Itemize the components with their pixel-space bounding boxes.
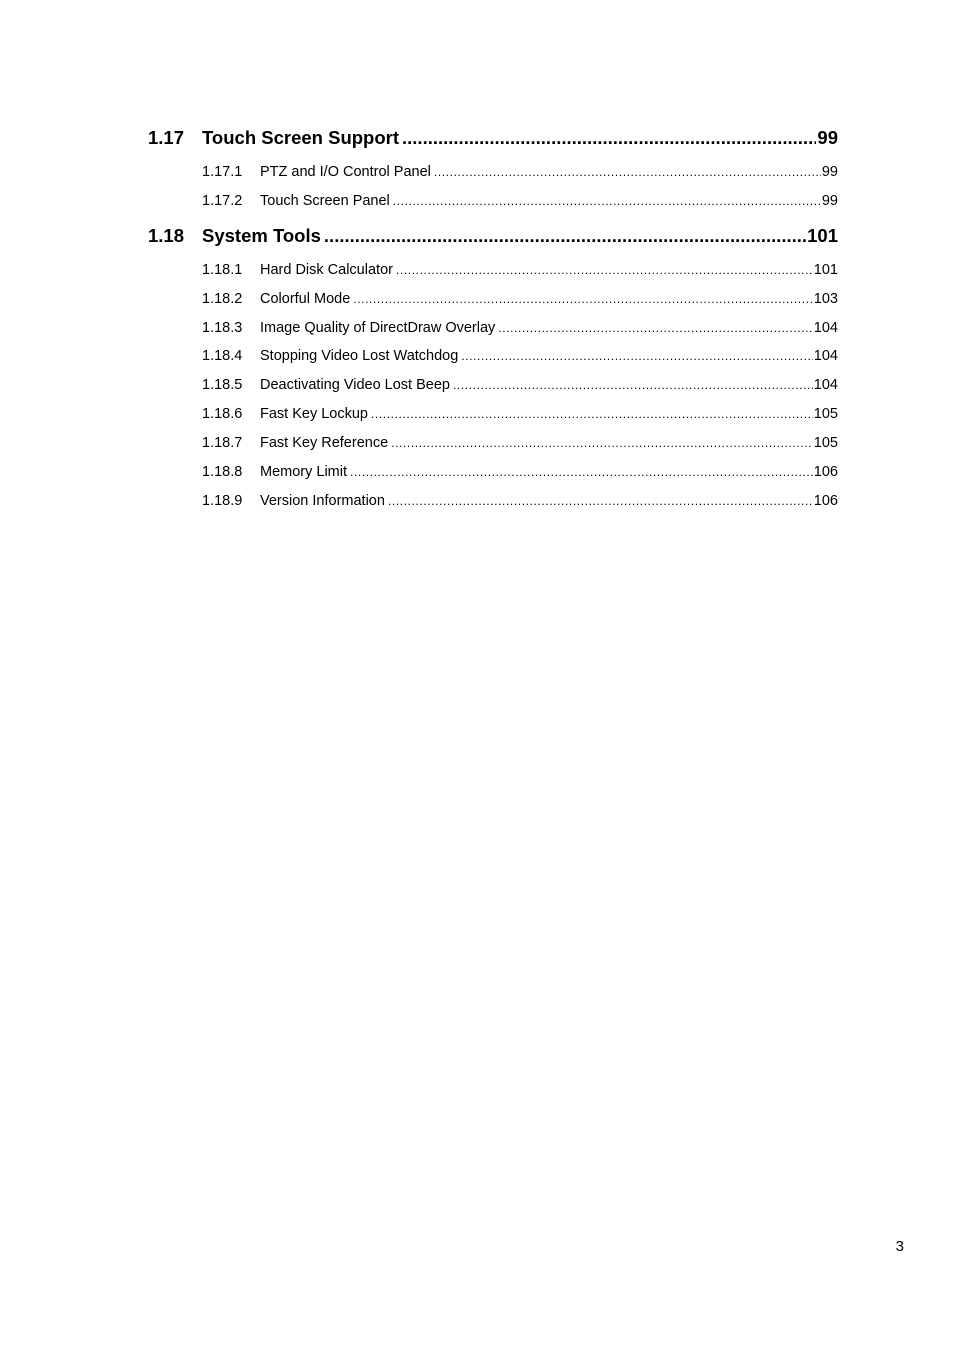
toc-entry-title: PTZ and I/O Control Panel	[260, 164, 431, 180]
dot-leader	[371, 400, 813, 429]
toc-entry-1-18-2[interactable]	[148, 285, 838, 314]
dot-leader	[453, 371, 813, 400]
toc-entry-number: 1.18.5	[202, 377, 243, 394]
toc-entry-page: 105	[813, 435, 838, 452]
toc-entry-number: 1.18	[148, 224, 185, 246]
dot-leader	[393, 187, 821, 216]
toc-entry-number: 1.18.9	[202, 492, 243, 509]
page-number: 3	[895, 1238, 904, 1255]
toc-entry-number: 1.17.2	[202, 192, 243, 209]
dot-leader	[461, 342, 812, 371]
table-of-contents	[148, 124, 838, 522]
dot-leader	[498, 314, 813, 343]
toc-entry-number: 1.18.6	[202, 406, 243, 423]
toc-subentries	[148, 256, 838, 516]
toc-entry-number: 1.18.8	[202, 464, 243, 481]
toc-subentries	[148, 158, 838, 216]
toc-entry-number: 1.17	[148, 127, 185, 148]
toc-entry-title: Deactivating Video Lost Beep	[260, 377, 450, 394]
toc-entry-number: 1.18.2	[202, 290, 243, 307]
toc-entry-title: Image Quality of DirectDraw Overlay	[260, 319, 496, 336]
dot-leader	[434, 158, 821, 187]
toc-entry-1-18-7[interactable]	[148, 429, 838, 458]
toc-entry-1-18-3[interactable]	[148, 314, 838, 343]
dot-leader	[353, 285, 813, 314]
dot-leader	[402, 124, 816, 152]
toc-entry-title: Touch Screen Panel	[260, 192, 390, 209]
dot-leader	[396, 256, 813, 285]
toc-entry-page: 99	[817, 127, 838, 148]
toc-entry-page: 106	[813, 464, 838, 481]
toc-entry-title: Stopping Video Lost Watchdog	[260, 348, 459, 365]
toc-entry-title: System Tools	[202, 224, 321, 246]
toc-entry-page: 104	[813, 377, 838, 394]
toc-entry-1-18-1[interactable]	[148, 256, 838, 285]
toc-entry-number: 1.17.1	[202, 164, 243, 180]
toc-entry-page: 99	[821, 164, 838, 180]
toc-entry-title: Fast Key Lockup	[260, 406, 368, 423]
toc-entry-1-18[interactable]	[148, 222, 838, 256]
toc-entry-page: 106	[813, 492, 838, 509]
toc-entry-number: 1.18.7	[202, 435, 243, 452]
toc-entry-1-18-9[interactable]	[148, 487, 838, 516]
toc-entry-title: Version Information	[260, 492, 385, 509]
toc-entry-page: 101	[813, 261, 838, 278]
toc-section-1-17	[148, 124, 838, 216]
toc-entry-1-18-6[interactable]	[148, 400, 838, 429]
toc-entry-1-17[interactable]	[148, 124, 838, 158]
toc-entry-1-17-2[interactable]	[148, 187, 838, 216]
toc-entry-1-18-4[interactable]	[148, 342, 838, 371]
toc-entry-page: 103	[813, 290, 838, 307]
toc-entry-title: Colorful Mode	[260, 290, 351, 307]
toc-section-1-18	[148, 222, 838, 516]
toc-entry-title: Hard Disk Calculator	[260, 261, 393, 278]
toc-entry-number: 1.18.3	[202, 319, 243, 336]
toc-entry-number: 1.18.4	[202, 348, 243, 365]
toc-entry-title: Fast Key Reference	[260, 435, 389, 452]
toc-entry-page: 99	[821, 192, 838, 209]
toc-entry-1-18-5[interactable]	[148, 371, 838, 400]
toc-entry-title: Touch Screen Support	[202, 127, 400, 148]
toc-entry-1-17-1[interactable]	[148, 158, 838, 187]
dot-leader	[388, 487, 813, 516]
toc-entry-page: 104	[813, 319, 838, 336]
toc-entry-number: 1.18.1	[202, 261, 243, 278]
toc-entry-page: 105	[813, 406, 838, 423]
dot-leader	[324, 222, 806, 250]
toc-entry-title: Memory Limit	[260, 464, 348, 481]
toc-entry-page: 104	[813, 348, 838, 365]
dot-leader	[350, 458, 813, 487]
toc-entry-1-18-8[interactable]	[148, 458, 838, 487]
dot-leader	[391, 429, 813, 458]
toc-entry-page: 101	[807, 224, 838, 246]
